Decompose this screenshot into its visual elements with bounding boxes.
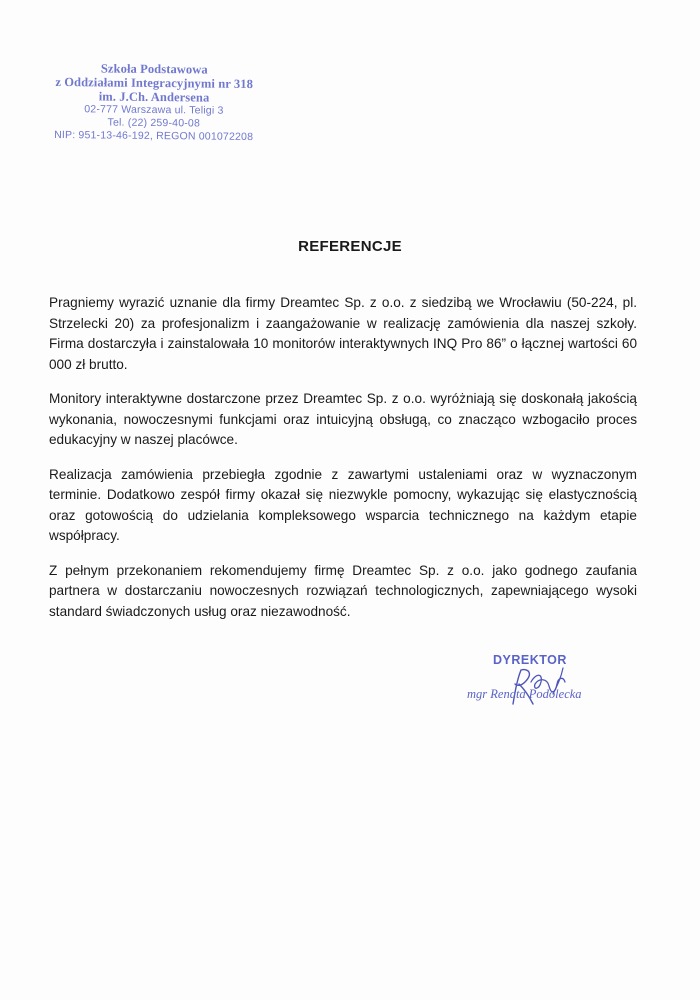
school-stamp xyxy=(40,61,269,144)
paragraph-3: Realizacja zamówienia przebiegła zgodnie z zawartymi ustaleniami oraz w wyznaczonym terminie. Dodatkowo zespół firmy okazał się niezwykle pomocny, wykazując się elastycznością oraz gotowością do udzielania kompleksowego wsparcia technicznego na każdym etapie współpracy. xyxy=(49,466,637,543)
stamp-school-name: Szkoła Podstawowa xyxy=(100,61,208,77)
signatory-role: DYREKTOR xyxy=(493,653,567,667)
stamp-school-patron: im. J.Ch. Andersena xyxy=(98,89,210,105)
document-title: REFERENCJE xyxy=(298,238,402,255)
document-body xyxy=(49,293,637,636)
stamp-address: 02-777 Warszawa ul. Teligi 3 xyxy=(84,103,224,117)
signatory-name: mgr Renata Podolecka xyxy=(467,687,582,701)
paragraph-2: Monitory interaktywne dostarczone przez Dreamtec Sp. z o.o. wyróżniają się doskonałą jakością wykonania, nowoczesnymi funkcjami oraz intuicyjną obsługą, co znacząco wzbogaciło proces edukacyjny w naszej placówce. xyxy=(49,391,637,447)
stamp-school-subtitle: z Oddziałami Integracyjnymi nr 318 xyxy=(55,74,254,92)
paragraph-1: Pragniemy wyrazić uznanie dla firmy Dreamtec Sp. z o.o. z siedzibą we Wrocławiu (50-224, pl. Strzelecki 20) za profesjonalizm i zaangażowanie w realizację zamówienia dla naszej szkoły. Firma dostarczyła i zainstalowała 10 monitorów interaktywnych INQ Pro 86” o łącznej wartości 60 000 zł brutto. xyxy=(49,295,637,372)
signature-block xyxy=(455,650,645,720)
stamp-phone: Tel. (22) 259-40-08 xyxy=(107,116,201,130)
paragraph-4: Z pełnym przekonaniem rekomendujemy firmę Dreamtec Sp. z o.o. jako godnego zaufania partnera w dostarczaniu nowoczesnych rozwiązań technologicznych, zapewniającego wysoki standard świadczonych usług oraz niezawodność. xyxy=(49,562,637,619)
stamp-tax-ids: NIP: 951-13-46-192, REGON 001072208 xyxy=(54,128,254,144)
